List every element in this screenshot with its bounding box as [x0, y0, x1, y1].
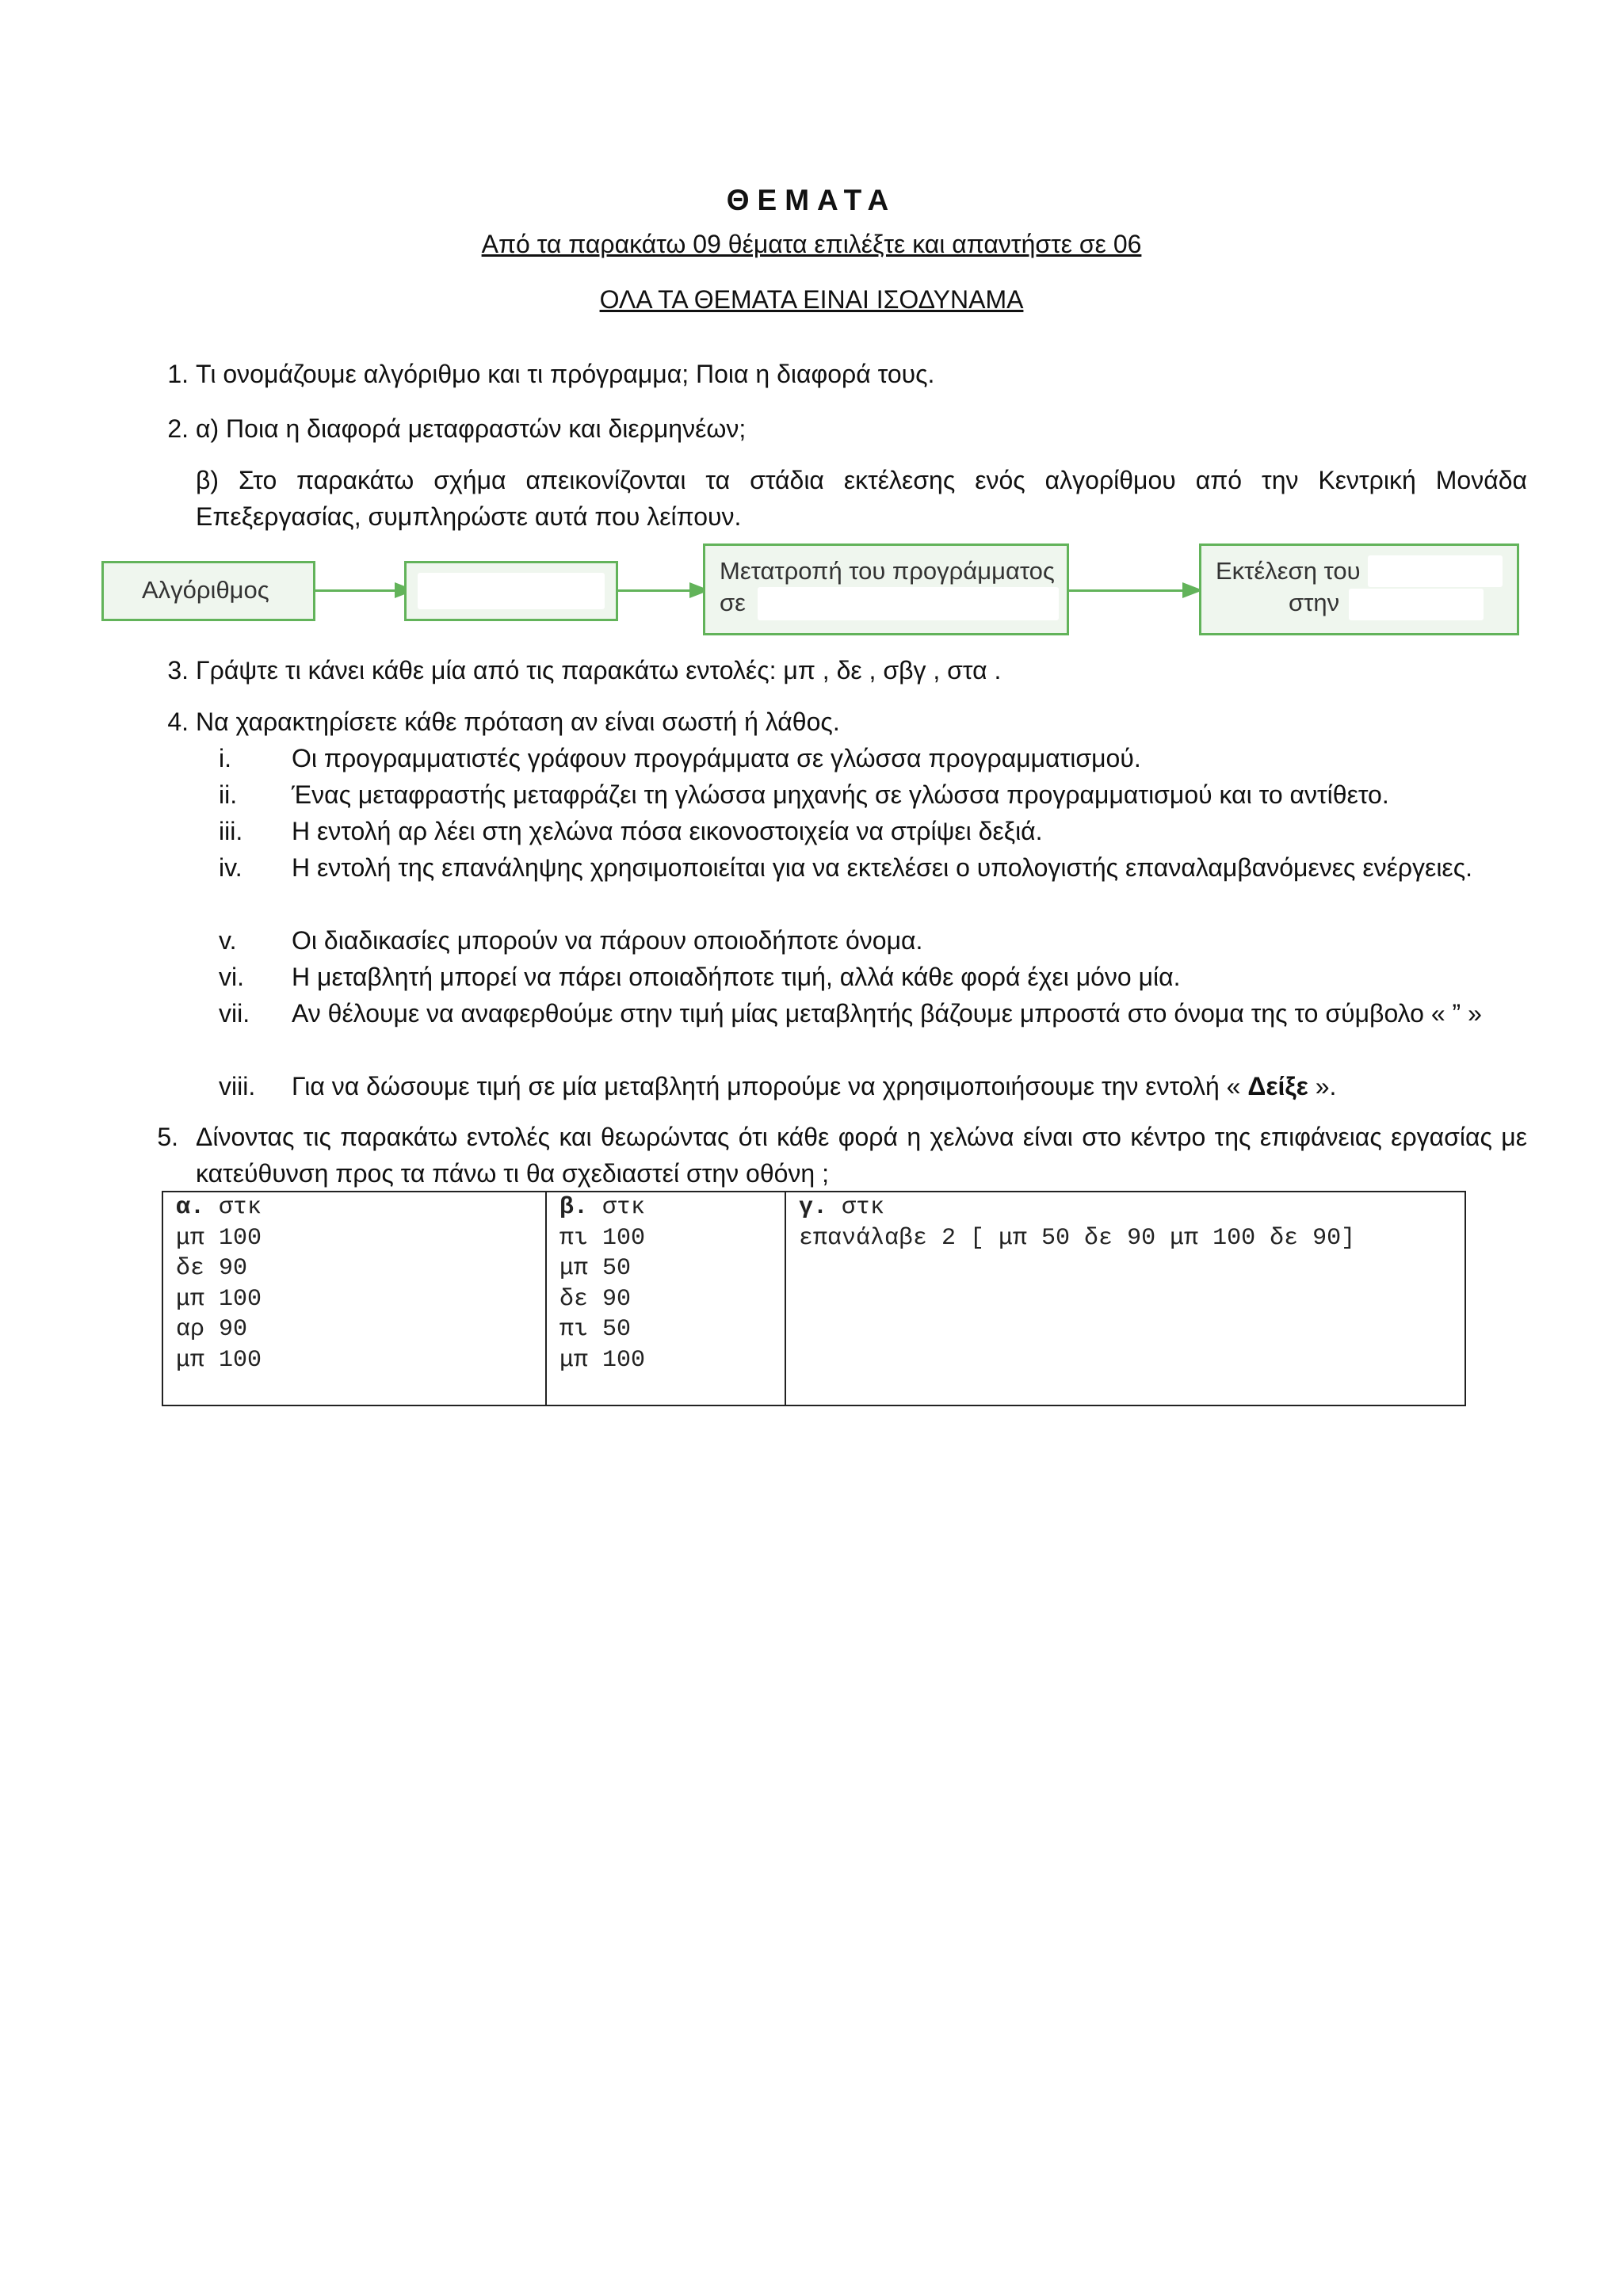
flow-execution-blank-field-2	[1349, 589, 1484, 620]
command-column-c	[786, 1192, 1465, 1405]
statement-vi-text: Η μεταβλητή μπορεί να πάρει οποιαδήποτε τιμή, αλλά κάθε φορά έχει μόνο μία.	[292, 963, 1181, 991]
question-4-number: 4.	[167, 707, 189, 736]
question-1-text: Τι ονομάζουμε αλγόριθμο και τι πρόγραμμα; Ποια η διαφορά τους.	[196, 360, 935, 388]
statement-viii-text	[292, 1068, 1544, 1104]
column-a-line-5: αρ 90	[176, 1316, 248, 1343]
question-2b-text: β) Στο παρακάτω σχήμα απεικονίζονται τα στάδια εκτέλεσης ενός αλγορίθμου από την Κεντρική Μονάδα Επεξεργασίας, συμπληρώστε αυτά που λείπουν.	[196, 466, 1527, 531]
flow-box-algorithm-label: Αλγόριθμος	[142, 576, 269, 604]
flow-box-algorithm	[101, 561, 315, 621]
statement-ii-number: ii.	[219, 780, 238, 809]
question-5-text: Δίνοντας τις παρακάτω εντολές και θεωρώντας ότι κάθε φορά η χελώνα είναι στο κέντρο της επιφάνειας εργασίας με κατεύθυνση προς τα πάνω τι θα σχεδιαστεί στην οθόνη ;	[196, 1123, 1527, 1188]
column-a-cmd: στκ	[219, 1194, 262, 1221]
flow-box-execution	[1199, 543, 1519, 635]
statement-viii-number: viii.	[219, 1072, 256, 1100]
question-2a-text: α) Ποια η διαφορά μεταφραστών και διερμηνέων;	[196, 414, 747, 443]
statement-iii-text: Η εντολή αρ λέει στη χελώνα πόσα εικονοστοιχεία να στρίψει δεξιά.	[292, 817, 1043, 845]
statement-iv-text: Η εντολή της επανάληψης χρησιμοποιείται για να εκτελέσει ο υπολογιστής επαναλαμβανόμενες ενέργειες.	[292, 853, 1472, 882]
flow-arrow-2-line	[618, 589, 696, 592]
column-b-line-5: πι 50	[559, 1316, 632, 1343]
statement-iii-number: iii.	[219, 817, 243, 845]
statement-vii-number: vii.	[219, 999, 250, 1028]
question-3-text: Γράψτε τι κάνει κάθε μία από τις παρακάτω εντολές: μπ , δε , σβγ , στα .	[196, 656, 1002, 685]
question-2-number: 2.	[167, 414, 189, 443]
column-b-label: β.	[559, 1194, 589, 1221]
statement-vi-number: vi.	[219, 963, 244, 991]
flow-arrow-3-line	[1069, 589, 1188, 592]
statement-viii-text-after: ».	[1308, 1072, 1337, 1100]
column-c-cmd: στκ	[842, 1194, 885, 1221]
statement-ii-text: Ένας μεταφραστής μεταφράζει τη γλώσσα μηχανής σε γλώσσα προγραμματισμού και το αντίθετο.	[292, 780, 1389, 809]
column-b-line-6: μπ 100	[559, 1346, 646, 1374]
column-a-line-4: μπ 100	[176, 1285, 262, 1313]
statement-i-text: Οι προγραμματιστές γράφουν προγράμματα σε γλώσσα προγραμματισμού.	[292, 744, 1141, 772]
command-column-a	[163, 1192, 547, 1405]
column-c-label: γ.	[799, 1194, 828, 1221]
flow-box-execution-line1: Εκτέλεση του	[1216, 557, 1361, 585]
flow-box-blank	[404, 561, 618, 621]
instructions-line: Από τα παρακάτω 09 θέματα επιλέξτε και απαντήστε σε 06	[481, 230, 1142, 258]
flow-execution-blank-field-1	[1368, 555, 1503, 587]
column-b-line-3: μπ 50	[559, 1255, 632, 1282]
statement-iv-number: iv.	[219, 853, 242, 882]
column-a-line-1	[176, 1192, 545, 1223]
equal-weight-note: ΟΛΑ ΤΑ ΘΕΜΑΤΑ ΕΙΝΑΙ ΙΣΟΔΥΝΑΜΑ	[599, 285, 1024, 314]
question-3-number: 3.	[167, 656, 189, 685]
column-b-line-4: δε 90	[559, 1285, 632, 1313]
column-b-line-1	[559, 1192, 785, 1223]
flow-conversion-blank-field	[758, 587, 1059, 620]
column-b-cmd: στκ	[602, 1194, 646, 1221]
column-a-line-6: μπ 100	[176, 1346, 262, 1374]
column-b-line-2: πι 100	[559, 1224, 646, 1252]
statement-v-text: Οι διαδικασίες μπορούν να πάρουν οποιοδήποτε όνομα.	[292, 926, 923, 955]
flow-blank-field	[418, 573, 605, 609]
flow-box-conversion	[703, 543, 1069, 635]
column-c-line-1	[799, 1192, 1465, 1223]
statement-v-number: v.	[219, 926, 237, 955]
flow-box-conversion-line1: Μετατροπή του προγράμματος	[720, 557, 1055, 585]
flow-arrow-1-line	[315, 589, 398, 592]
statement-viii-text-before: Για να δώσουμε τιμή σε μία μεταβλητή μπορούμε να χρησιμοποιήσουμε την εντολή «	[292, 1072, 1248, 1100]
page-title: ΘΕΜΑΤΑ	[726, 184, 897, 216]
statement-i-number: i.	[219, 744, 231, 772]
statement-vii-text: Αν θέλουμε να αναφερθούμε στην τιμή μίας μεταβλητής βάζουμε μπροστά στο όνομα της το σύμβολο « ” »	[292, 999, 1482, 1028]
flow-box-conversion-line2: σε	[720, 589, 746, 616]
question-4-text: Να χαρακτηρίσετε κάθε πρόταση αν είναι σωστή ή λάθος.	[196, 707, 840, 736]
column-a-line-3: δε 90	[176, 1255, 248, 1282]
command-table	[162, 1191, 1466, 1406]
column-a-label: α.	[176, 1194, 205, 1221]
flow-box-execution-line2: στην	[1289, 589, 1340, 616]
statement-viii-command: Δείξε	[1247, 1072, 1308, 1100]
column-a-line-2: μπ 100	[176, 1224, 262, 1252]
question-1-number: 1.	[167, 360, 189, 388]
command-column-b	[547, 1192, 786, 1405]
question-5-number: 5.	[157, 1123, 178, 1151]
column-c-line-2: επανάλαβε 2 [ μπ 50 δε 90 μπ 100 δε 90]	[799, 1224, 1356, 1252]
